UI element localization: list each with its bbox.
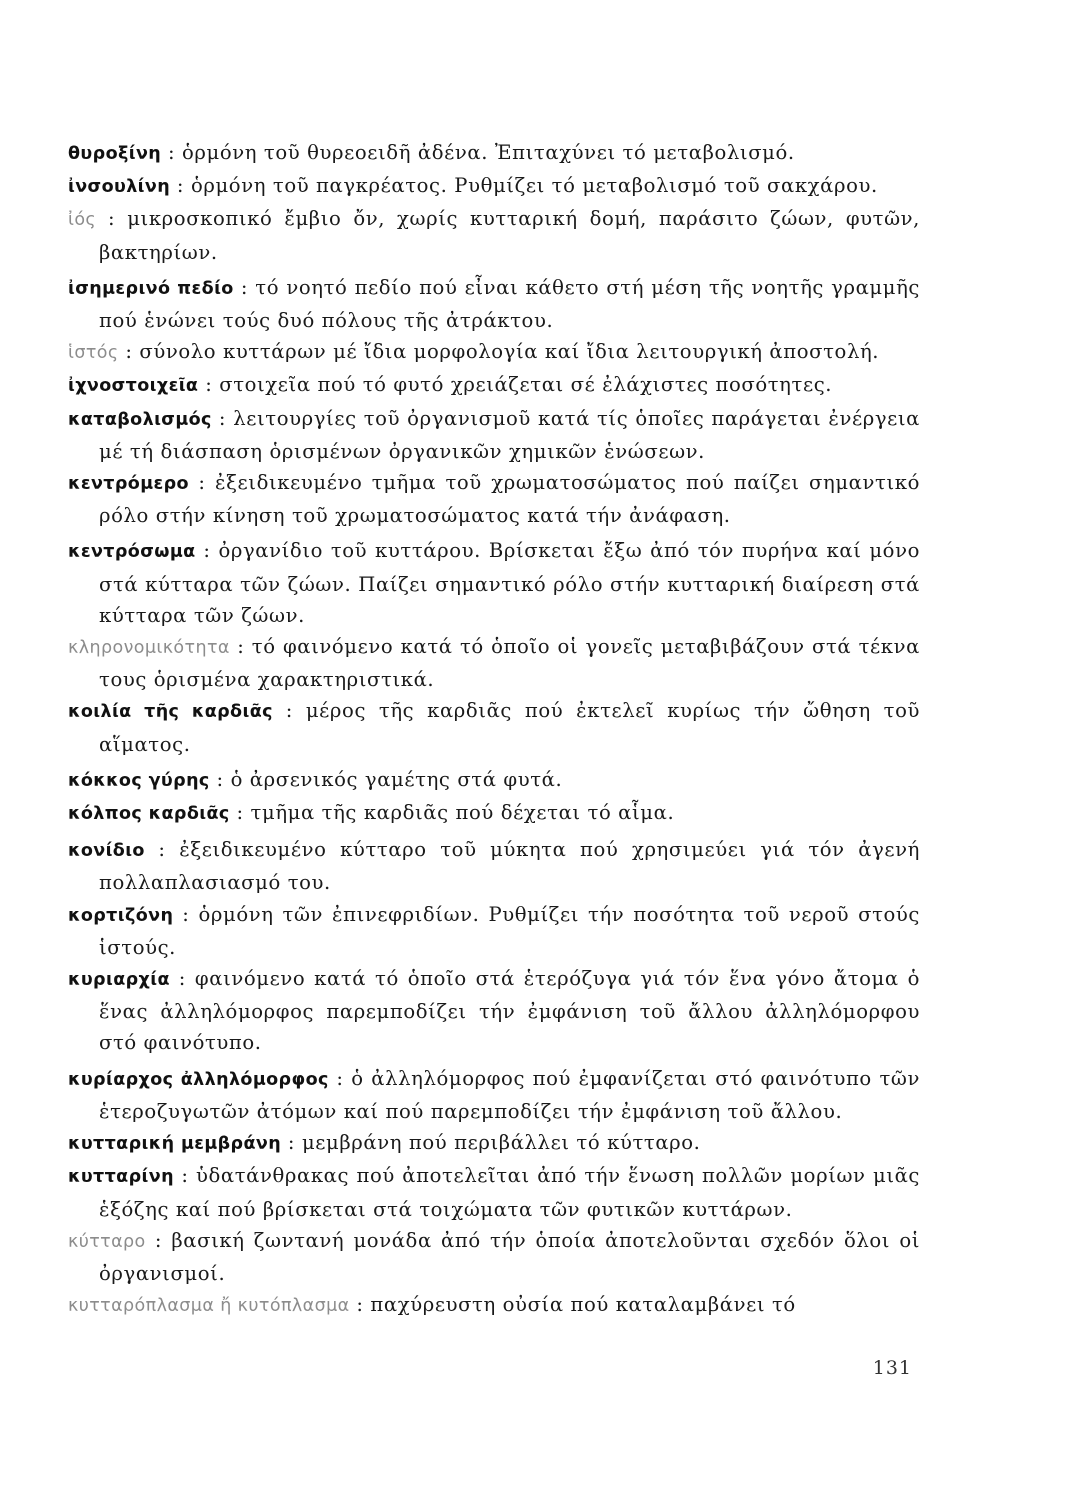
glossary-term: θυροξίνη: [68, 144, 162, 164]
term-separator: :: [173, 1164, 196, 1188]
glossary-term: κεντρόσωμα: [68, 542, 196, 563]
glossary-entry: [68, 467, 920, 531]
glossary-term: κληρονομικότητα: [68, 638, 230, 659]
glossary-definition: λειτουργίες τοῦ ὀργανισμοῦ κατά τίς ὁποῖες παράγεται ἐνέργεια μέ τή διάσπαση ὁρισμένων ὀργανικῶν χημικῶν ἑνώσεων.: [99, 406, 921, 463]
term-separator: :: [209, 767, 231, 791]
glossary-definition: ὑδατάνθρακας πού ἀποτελεῖται ἀπό τήν ἕνωση πολλῶν μορίων μιᾶς ἑξόζης καί πού βρίσκεται στά τοιχώματα τῶν φυτικῶν κυττάρων.: [99, 1164, 921, 1221]
glossary-entry: [68, 369, 920, 402]
glossary-entry: [68, 336, 920, 369]
page-number: 131: [872, 1357, 912, 1379]
glossary-definition: τμῆμα τῆς καρδιᾶς πού δέχεται τό αἷμα.: [250, 801, 675, 825]
glossary-list: [68, 137, 920, 1322]
glossary-definition: ὁ ἀλληλόμορφος πού ἐμφανίζεται στό φαινότυπο τῶν ἑτεροζυγωτῶν ἀτόμων καί πού παρεμποδίζει τήν ἐμφάνιση τοῦ ἄλλου.: [99, 1066, 920, 1123]
glossary-definition: μεμβράνη πού περιβάλλει τό κύτταρο.: [301, 1131, 701, 1155]
term-separator: :: [328, 1066, 352, 1090]
glossary-entry: [68, 403, 920, 467]
glossary-entry: [68, 631, 920, 695]
glossary-term: κορτιζόνη: [68, 905, 174, 926]
term-separator: :: [169, 967, 195, 991]
term-separator: :: [161, 141, 182, 164]
glossary-term: ἰνσουλίνη: [68, 177, 171, 198]
glossary-definition: τό νοητό πεδίο πού εἶναι κάθετο στή μέση τῆς νοητῆς γραμμῆς πού ἑνώνει τούς δυό πόλους τῆς ἀτράκτου.: [99, 275, 921, 333]
glossary-entry: [68, 1225, 920, 1289]
glossary-definition: ὀργανίδιο τοῦ κυττάρου. Βρίσκεται ἔξω ἀπό τόν πυρήνα καί μόνο στά κύτταρα τῶν ζώων. Παίζει σημαντικό ρόλο στήν κυτταρική διαίρεση στά κύτταρα τῶν ζώων.: [99, 539, 920, 627]
glossary-entry: [68, 203, 920, 267]
glossary-term: ἰός: [68, 210, 97, 231]
glossary-entry: [68, 137, 920, 170]
glossary-term: κυτταρίνη: [68, 1167, 174, 1188]
glossary-definition: στοιχεῖα πού τό φυτό χρειάζεται σέ ἐλάχιστες ποσότητες.: [219, 373, 833, 397]
glossary-definition: βασική ζωντανή μονάδα ἀπό τήν ὁποία ἀποτελοῦνται σχεδόν ὅλοι οἱ ὀργανισμοί.: [99, 1228, 920, 1285]
glossary-entry: [68, 1289, 920, 1322]
glossary-entry: [68, 764, 920, 797]
term-separator: :: [198, 373, 220, 397]
glossary-definition: ὁρμόνη τοῦ θυρεοειδῆ ἀδένα. Ἐπιταχύνει τό μεταβολισμό.: [182, 141, 795, 164]
term-separator: :: [173, 902, 199, 926]
glossary-term: κυρίαρχος ἀλληλόμορφος: [68, 1069, 329, 1090]
glossary-entry: [68, 1160, 920, 1224]
term-separator: :: [145, 1228, 172, 1252]
term-separator: :: [144, 838, 180, 862]
glossary-definition: παχύρευστη οὐσία πού καταλαμβάνει τό: [370, 1293, 796, 1317]
glossary-term: κεντρόμερο: [68, 474, 189, 495]
term-separator: :: [118, 340, 140, 364]
glossary-term: κυριαρχία: [68, 970, 170, 991]
glossary-term: κοιλία τῆς καρδιᾶς: [68, 702, 273, 723]
glossary-term: κυτταρόπλασμα ἤ κυτόπλασμα: [68, 1296, 350, 1317]
glossary-definition: μικροσκοπικό ἔμβιο ὄν, χωρίς κυτταρική δομή, παράσιτο ζώων, φυτῶν, βακτηρίων.: [99, 207, 921, 264]
glossary-entry: [68, 899, 920, 963]
glossary-entry: [68, 834, 920, 898]
glossary-term: ἰχνοστοιχεῖα: [68, 376, 199, 397]
glossary-term: κονίδιο: [68, 841, 145, 862]
glossary-entry: [68, 535, 920, 631]
glossary-term: κόλπος καρδιᾶς: [68, 804, 230, 825]
term-separator: :: [229, 635, 252, 659]
glossary-definition: ὁρμόνη τῶν ἐπινεφριδίων. Ρυθμίζει τήν ποσότητα τοῦ νεροῦ στούς ἱστούς.: [99, 902, 921, 959]
term-separator: :: [188, 471, 216, 495]
glossary-definition: φαινόμενο κατά τό ὁποῖο στά ἑτερόζυγα γιά τόν ἕνα γόνο ἄτομα ὁ ἕνας ἀλληλόμορφος παρεμποδίζει τήν ἐμφάνιση τοῦ ἄλλου ἀλληλόμορφου στό φαινότυπο.: [99, 967, 920, 1055]
term-separator: :: [233, 275, 256, 299]
glossary-term: κόκκος γύρης: [68, 770, 210, 791]
glossary-entry: [68, 272, 920, 336]
glossary-term: ἰσημερινό πεδίο: [68, 278, 234, 299]
term-separator: :: [211, 406, 234, 430]
glossary-definition: ὁ ἀρσενικός γαμέτης στά φυτά.: [230, 767, 563, 791]
glossary-entry: [68, 963, 920, 1059]
glossary-entry: [68, 695, 920, 759]
glossary-term: ἱστός: [68, 343, 119, 364]
glossary-definition: ὁρμόνη τοῦ παγκρέατος. Ρυθμίζει τό μεταβολισμό τοῦ σακχάρου.: [190, 174, 878, 198]
glossary-entry: [68, 1127, 920, 1160]
glossary-term: κύτταρο: [68, 1231, 146, 1252]
term-separator: :: [170, 174, 191, 198]
glossary-definition: τό φαινόμενο κατά τό ὁποῖο οἱ γονεῖς μεταβιβάζουν στά τέκνα τους ὁρισμένα χαρακτηριστικά.: [99, 635, 920, 692]
glossary-entry: [68, 797, 920, 830]
term-separator: :: [272, 699, 306, 723]
term-separator: :: [195, 539, 219, 563]
glossary-term: καταβολισμός: [68, 409, 212, 430]
glossary-entry: [68, 170, 920, 203]
term-separator: :: [281, 1131, 302, 1155]
glossary-definition: μέρος τῆς καρδιᾶς πού ἐκτελεῖ κυρίως τήν ὤθηση τοῦ αἵματος.: [99, 699, 921, 756]
glossary-definition: σύνολο κυττάρων μέ ἴδια μορφολογία καί ἴδια λειτουργική ἀποστολή.: [139, 340, 880, 364]
term-separator: :: [96, 207, 128, 231]
glossary-term: κυτταρική μεμβράνη: [68, 1134, 282, 1155]
glossary-entry: [68, 1063, 920, 1127]
term-separator: :: [349, 1293, 371, 1317]
glossary-definition: ἐξειδικευμένο κύτταρο τοῦ μύκητα πού χρησιμεύει γιά τόν ἀγενή πολλαπλασιασμό του.: [99, 838, 920, 895]
term-separator: :: [229, 801, 251, 825]
glossary-definition: ἐξειδικευμένο τμῆμα τοῦ χρωματοσώματος πού παίζει σημαντικό ρόλο στήν κίνηση τοῦ χρωματοσώματος κατά τήν ἀνάφαση.: [99, 471, 920, 528]
